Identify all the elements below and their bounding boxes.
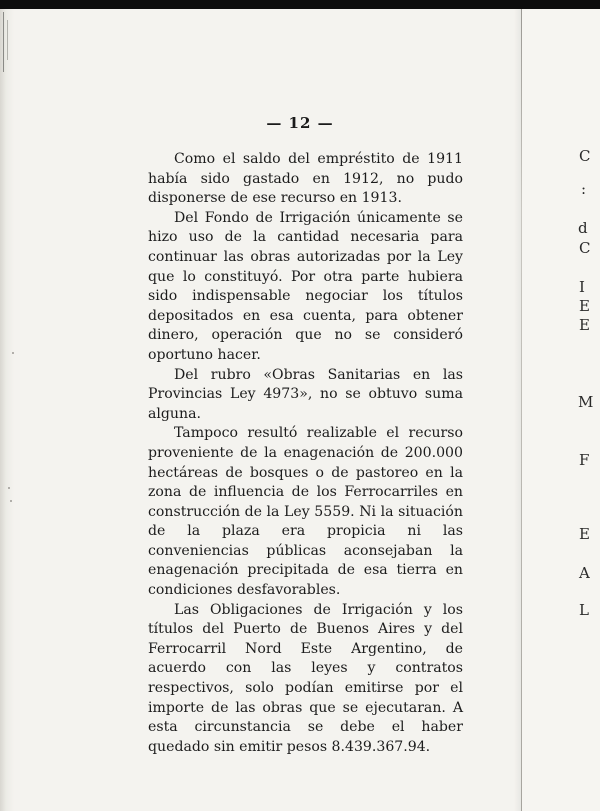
facing-page-letter: E (579, 525, 590, 543)
facing-page-letter: C (579, 147, 591, 165)
paper-speck (10, 500, 12, 502)
paragraph: Del rubro «Obras Sanitarias en las Provincias Ley 4973», no se obtuvo suma alguna. (148, 366, 463, 422)
facing-page-letter: d (578, 219, 588, 237)
facing-page-letter: F (579, 451, 590, 469)
paper-speck (12, 352, 14, 354)
paragraph: Del Fondo de Irrigación únicamente se hizo uso de la cantidad necesaria para continuar las obras autorizadas por la Ley que lo constituyó. Por otra parte hubiera sido indispensable negociar los títulos depositados en esa cuenta, para obtener dinero, operación que no se consideró oportuno hacer. (148, 209, 463, 363)
facing-page-letter: L (579, 601, 589, 619)
left-edge-mark (7, 20, 8, 60)
facing-page-letter: : (581, 180, 587, 198)
paragraph: Las Obligaciones de Irrigación y los títulos del Puerto de Buenos Aires y del Ferrocarril Nord Este Argentino, de acuerdo con las leyes y contratos respectivos, solo podían emitirse por el importe de las obras que se ejecutaran. A esta circunstancia se debe el haber quedado sin emitir pesos 8.439.367.94. (148, 601, 463, 755)
facing-page-letter: E (579, 316, 590, 334)
facing-page-letter: M (578, 393, 594, 411)
page-number: — 12 — (266, 114, 334, 132)
scan-top-border (0, 0, 600, 9)
facing-page-letter: I (579, 278, 585, 296)
facing-page-letter: C (579, 239, 591, 257)
facing-page-letter: E (579, 297, 590, 315)
paragraph: Como el saldo del empréstito de 1911 había sido gastado en 1912, no pudo disponerse de ese recurso en 1913. (148, 151, 463, 207)
paper-speck (8, 487, 10, 489)
paragraph: Tampoco resultó realizable el recurso proveniente de la enagenación de 200.000 hectáreas de bosques o de pastoreo en la zona de influencia de los Ferrocarriles en construcción de la Ley 5559. Ni la situación de la plaza era propicia ni las conveniencias públicas aconsejaban la enagenación precipitada de esa tierra en condiciones desfavorables. (148, 425, 463, 599)
left-edge-mark (3, 12, 4, 72)
facing-page-letter: A (579, 564, 590, 582)
body-text (148, 150, 463, 757)
